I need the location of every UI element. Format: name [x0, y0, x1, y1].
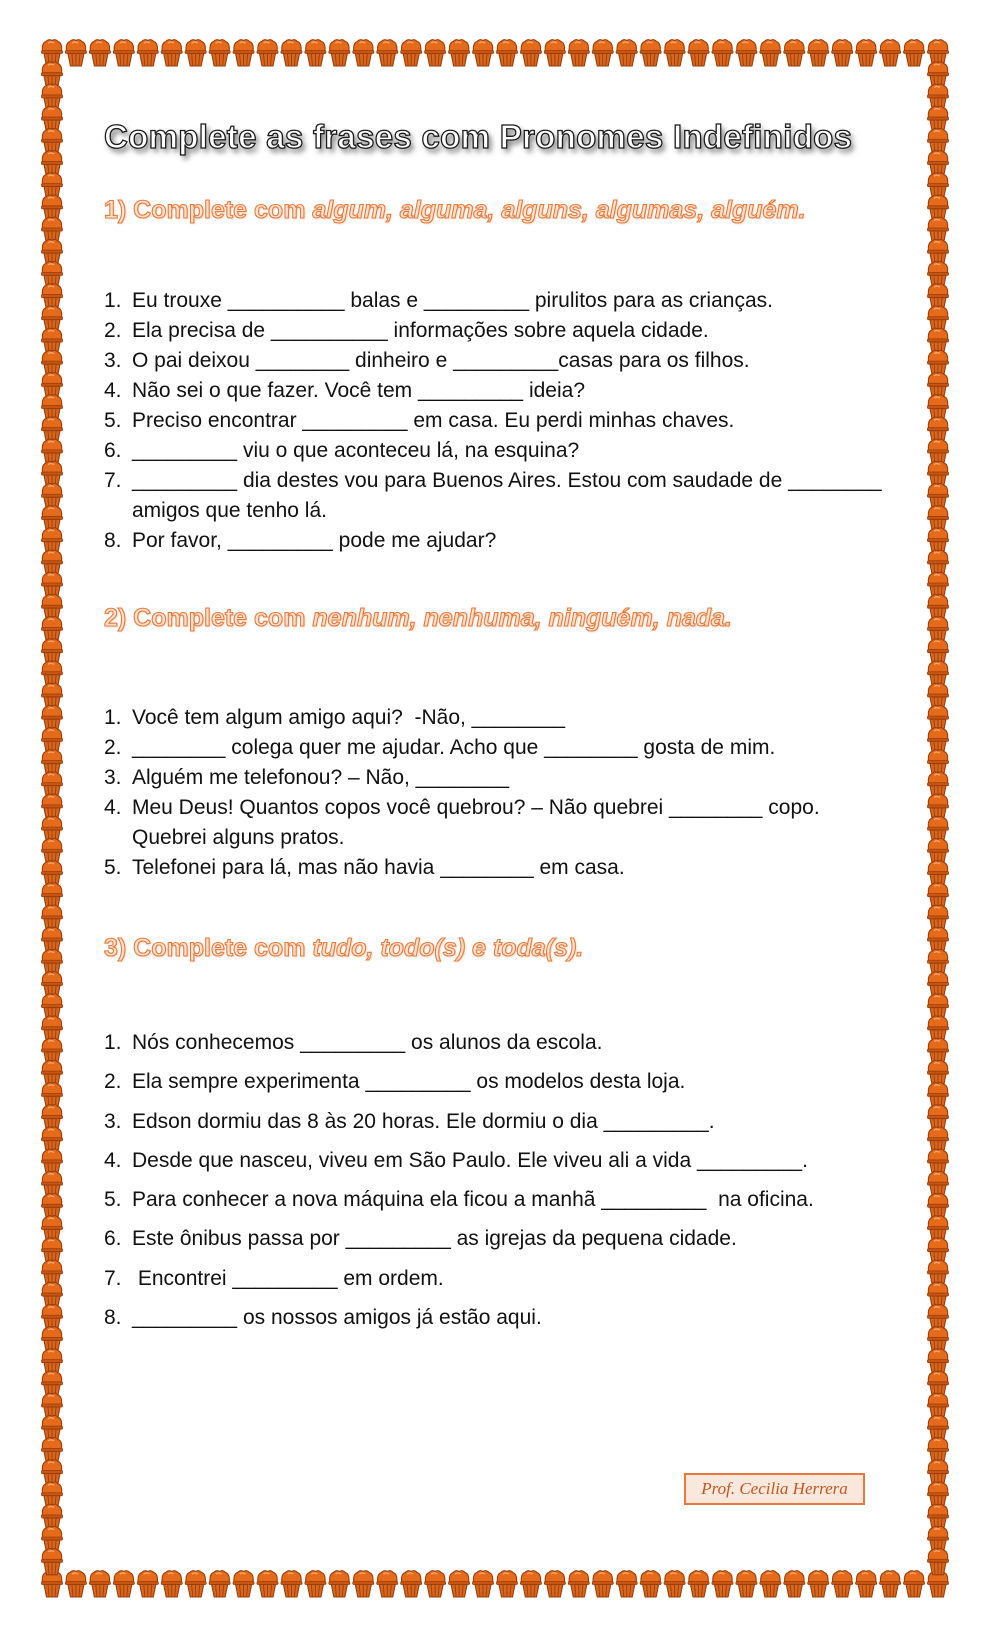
list-item: 2. Ela sempre experimenta _________ os modelos desta loja.	[104, 1070, 686, 1094]
list-item: 7. _________ dia destes vou para Buenos Aires. Estou com saudade de ________ amigos que tenho lá.	[104, 469, 888, 522]
section-3-heading-words: tudo, todo(s) e toda(s).	[312, 934, 584, 962]
list-item: 8. _________ os nossos amigos já estão aqui.	[104, 1306, 542, 1330]
list-item: 3. Alguém me telefonou? – Não, ________	[104, 766, 510, 789]
section-3-heading	[104, 934, 583, 963]
list-item: 7. Encontrei _________ em ordem.	[104, 1266, 444, 1290]
list-item: 5. Para conhecer a nova máquina ela ficou a manhã _________ na oficina.	[104, 1188, 814, 1212]
list-item: 6. _________ viu o que aconteceu lá, na esquina?	[104, 439, 580, 462]
section-2-heading-prefix: 2) Complete com	[104, 604, 306, 632]
list-item: 5. Telefonei para lá, mas não havia ________ em casa.	[104, 856, 625, 879]
section-1-heading	[104, 196, 806, 225]
section-1-heading-prefix: 1) Complete com	[104, 196, 306, 224]
list-item: 2. ________ colega quer me ajudar. Acho que ________ gosta de mim.	[104, 736, 776, 759]
list-item: 1. Eu trouxe __________ balas e _________ pirulitos para as crianças.	[104, 289, 773, 312]
section-2-heading	[104, 604, 732, 633]
section-1-heading-words: algum, alguma, alguns, algumas, alguém.	[312, 196, 806, 224]
list-item: 3. Edson dormiu das 8 às 20 horas. Ele dormiu o dia _________.	[104, 1109, 715, 1133]
exercise-1-list	[104, 286, 888, 556]
list-item: 4. Não sei o que fazer. Você tem _________ ideia?	[104, 379, 585, 402]
author-credit: Prof. Cecilia Herrera	[684, 1473, 865, 1505]
list-item: 4. Meu Deus! Quantos copos você quebrou? – Não quebrei ________ copo. Quebrei alguns pratos.	[104, 796, 826, 849]
list-item: 1. Nós conhecemos _________ os alunos da escola.	[104, 1031, 603, 1054]
list-item: 4. Desde que nasceu, viveu em São Paulo. Ele viveu ali a vida _________.	[104, 1148, 808, 1172]
list-item: 2. Ela precisa de __________ informações sobre aquela cidade.	[104, 319, 709, 342]
list-item: 5. Preciso encontrar _________ em casa. Eu perdi minhas chaves.	[104, 409, 735, 432]
worksheet-title: Complete as frases com Pronomes Indefinidos	[104, 118, 853, 155]
section-2-heading-words: nenhum, nenhuma, ninguém, nada.	[312, 604, 732, 632]
exercise-2-list	[104, 703, 884, 883]
section-3-heading-prefix: 3) Complete com	[104, 934, 306, 962]
exercise-3-list	[104, 1028, 884, 1342]
list-item: 3. O pai deixou ________ dinheiro e _________casas para os filhos.	[104, 349, 750, 372]
list-item: 6. Este ônibus passa por _________ as igrejas da pequena cidade.	[104, 1227, 737, 1251]
list-item: 1. Você tem algum amigo aqui? -Não, ________	[104, 706, 566, 729]
list-item: 8. Por favor, _________ pode me ajudar?	[104, 529, 497, 552]
